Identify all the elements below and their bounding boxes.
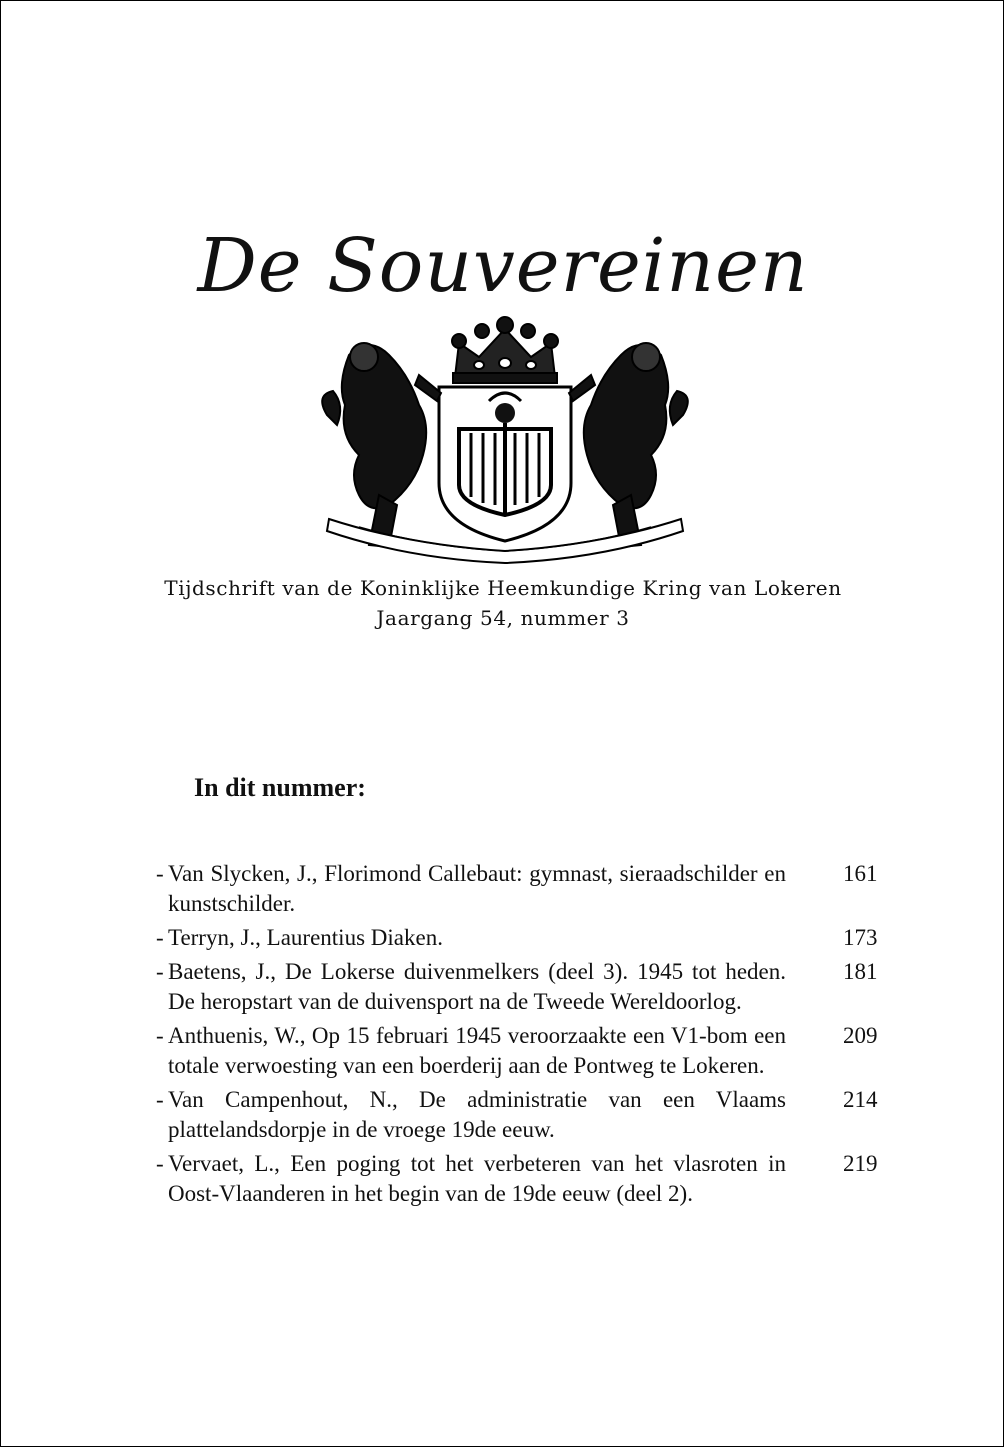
toc-entry-text: Baetens, J., De Lokerse duivenmelkers (deel 3). 1945 tot heden. De heropstart van de duivensport na de Tweede Wereldoorlog. [168, 959, 786, 1014]
toc-entry-page: 214 [843, 1087, 878, 1112]
subtitle-line-1: Tijdschrift van de Koninklijke Heemkundige Kring van Lokeren [164, 576, 842, 600]
table-of-contents [156, 859, 886, 1213]
coat-of-arms-icon [319, 315, 691, 565]
toc-heading: In dit nummer: [194, 773, 366, 802]
toc-entry-page: 173 [843, 925, 878, 950]
toc-entry [156, 1085, 886, 1145]
toc-entry-text: Van Campenhout, N., De administratie van een Vlaams plattelandsdorpje in de vroege 19de eeuw. [168, 1087, 786, 1142]
toc-entry-page: 209 [843, 1023, 878, 1048]
toc-entry-page: 161 [843, 861, 878, 886]
toc-entry-page: 219 [843, 1151, 878, 1176]
toc-entry-page: 181 [843, 959, 878, 984]
toc-entry [156, 859, 886, 919]
toc-entry [156, 957, 886, 1017]
toc-dash: - [156, 1087, 164, 1112]
toc-entry [156, 923, 886, 953]
toc-dash: - [156, 925, 164, 950]
toc-entry-text: Vervaet, L., Een poging tot het verbeteren van het vlasroten in Oost-Vlaanderen in het begin van de 19de eeuw (deel 2). [168, 1151, 786, 1206]
toc-entry [156, 1021, 886, 1081]
toc-dash: - [156, 861, 164, 886]
toc-dash: - [156, 1151, 164, 1176]
toc-dash: - [156, 1023, 164, 1048]
toc-entry-text: Terryn, J., Laurentius Diaken. [168, 925, 443, 950]
toc-entry [156, 1149, 886, 1209]
masthead-title: De Souvereinen [197, 223, 809, 309]
toc-entry-text: Anthuenis, W., Op 15 februari 1945 veroorzaakte een V1-bom een totale verwoesting van een boerderij aan de Pontweg te Lokeren. [168, 1023, 786, 1078]
toc-entry-text: Van Slycken, J., Florimond Callebaut: gymnast, sieraadschilder en kunstschilder. [168, 861, 786, 916]
subtitle-line-2: Jaargang 54, nummer 3 [376, 606, 630, 630]
toc-dash: - [156, 959, 164, 984]
